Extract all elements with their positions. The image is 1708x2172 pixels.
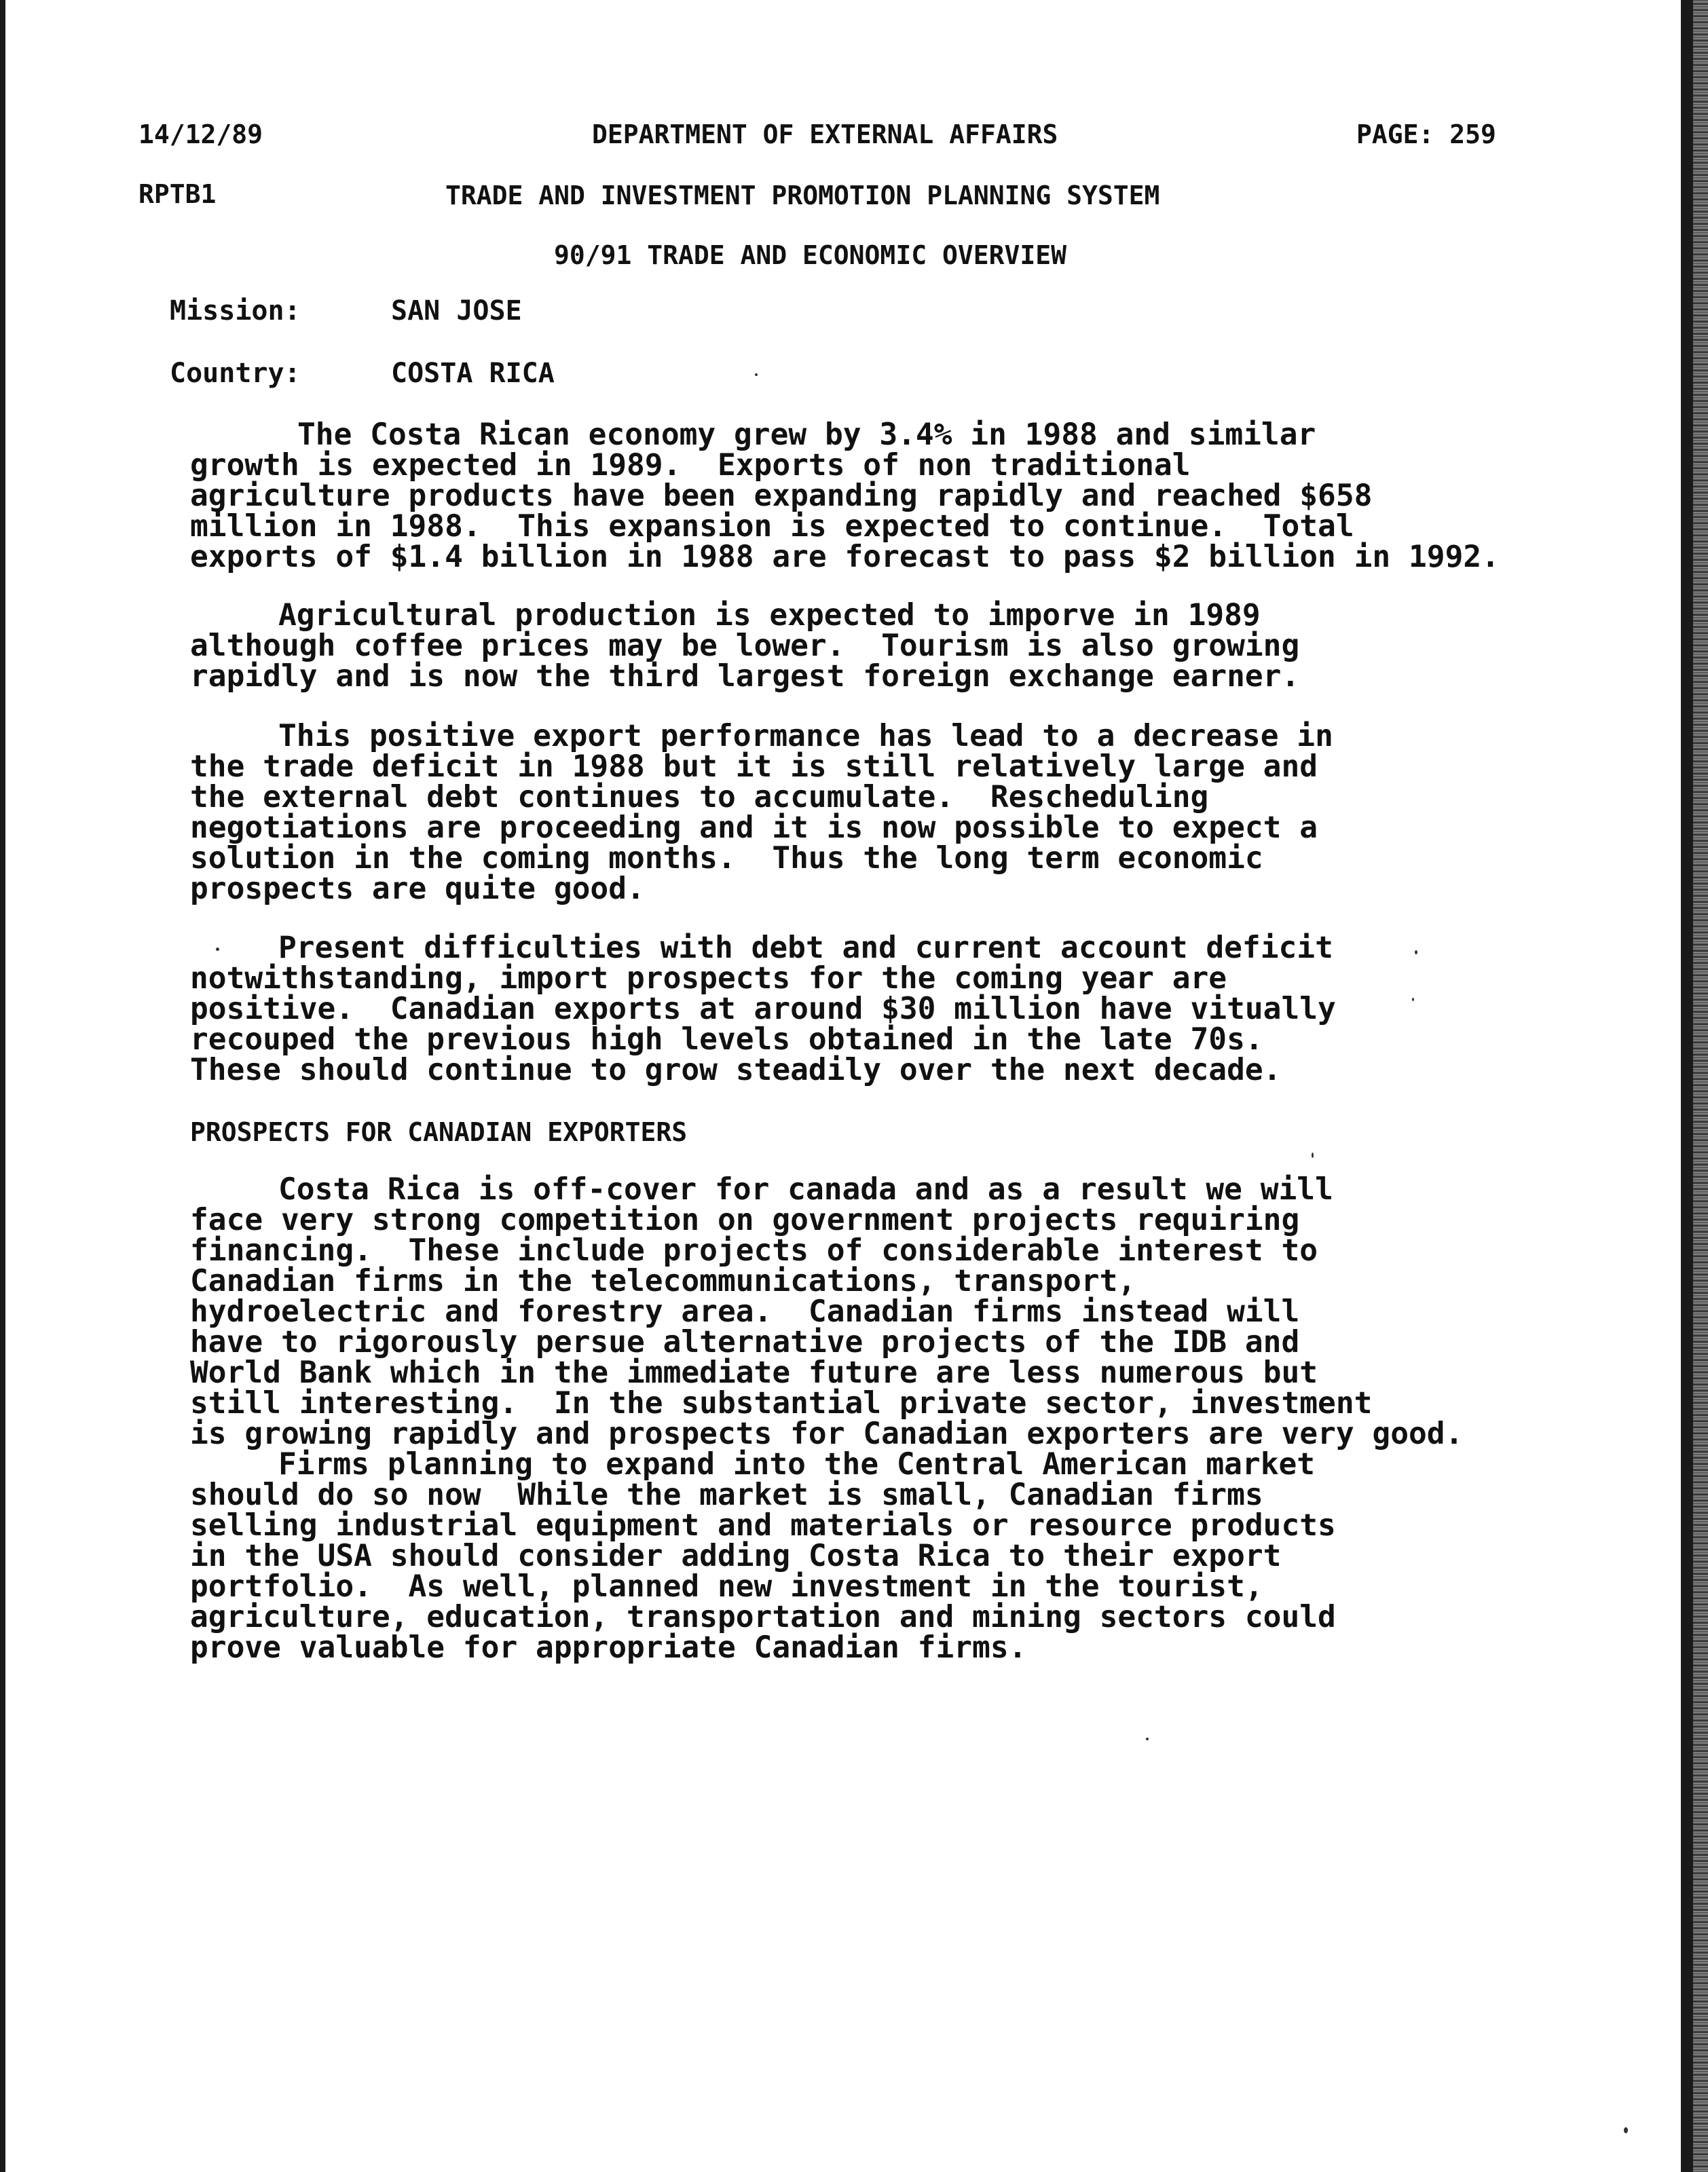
text-line: negotiations are proceeding and it is now possible to expect a <box>190 810 1318 845</box>
department-title: DEPARTMENT OF EXTERNAL AFFAIRS <box>592 119 1058 149</box>
text-line: still interesting. In the substantial private sector, investment <box>190 1386 1373 1421</box>
overview-title: 90/91 TRADE AND ECONOMIC OVERVIEW <box>554 240 1066 270</box>
system-title: TRADE AND INVESTMENT PROMOTION PLANNING SYSTEM <box>445 181 1160 210</box>
text-line: positive. Canadian exports at around $30 million have vitually <box>190 992 1336 1026</box>
scan-speck <box>1146 1738 1149 1740</box>
text-line: million in 1988. This expansion is expected to continue. Total <box>190 509 1354 544</box>
scan-speck <box>755 373 758 376</box>
scan-border-left <box>0 0 5 2172</box>
text-line: financing. These include projects of considerable interest to <box>190 1233 1318 1268</box>
text-line: solution in the coming months. Thus the long term economic <box>190 841 1263 876</box>
text-line: The Costa Rican economy grew by 3.4% in 1988 and similar <box>297 417 1316 452</box>
text-line: selling industrial equipment and materials or resource products <box>190 1508 1336 1543</box>
scan-speck <box>1412 998 1414 1001</box>
text-line: have to rigorously persue alternative projects of the IDB and <box>190 1325 1300 1360</box>
text-line: face very strong competition on government projects requiring <box>190 1203 1300 1237</box>
text-line: Costa Rica is off-cover for canada and as a result we will <box>278 1172 1333 1207</box>
text-line: Firms planning to expand into the Central American market <box>278 1447 1316 1482</box>
scan-speck <box>1415 950 1417 954</box>
text-line: growth is expected in 1989. Exports of non traditional <box>190 448 1191 483</box>
text-line: the trade deficit in 1988 but it is still relatively large and <box>190 749 1318 784</box>
text-line: the external debt continues to accumulate. Rescheduling <box>190 780 1209 814</box>
text-line: This positive export performance has lead to a decrease in <box>278 719 1333 753</box>
text-line: prove valuable for appropriate Canadian firms. <box>190 1630 1027 1665</box>
scan-speck <box>216 948 219 951</box>
country-label: Country: <box>170 358 301 389</box>
text-line: These should continue to grow steadily over the next decade. <box>190 1053 1282 1087</box>
text-line: agriculture products have been expanding rapidly and reached $658 <box>190 479 1373 513</box>
mission-value: SAN JOSE <box>391 295 522 326</box>
text-line: Present difficulties with debt and current account deficit <box>278 931 1333 965</box>
text-line: recouped the previous high levels obtained in the late 70s. <box>190 1022 1263 1057</box>
text-line: should do so now While the market is small, Canadian firms <box>190 1478 1263 1512</box>
paragraph-prospects <box>190 1174 1548 1663</box>
scan-speck <box>1624 2127 1628 2133</box>
mission-label: Mission: <box>170 295 301 326</box>
text-line: Agricultural production is expected to imporve in 1989 <box>278 598 1261 633</box>
text-line: rapidly and is now the third largest foreign exchange earner. <box>190 659 1300 694</box>
section-heading: PROSPECTS FOR CANADIAN EXPORTERS <box>190 1117 688 1147</box>
report-code: RPTB1 <box>138 179 217 209</box>
text-line: notwithstanding, import prospects for the coming year are <box>190 961 1227 996</box>
paragraph-trade-deficit <box>190 721 1548 904</box>
text-line: agriculture, education, transportation and mining sectors could <box>190 1600 1336 1634</box>
scan-border-right-noise <box>1693 0 1708 2172</box>
text-line: although coffee prices may be lower. Tourism is also growing <box>190 629 1300 663</box>
text-line: exports of $1.4 billion in 1988 are forecast to pass $2 billion in 1992. <box>190 540 1500 574</box>
paragraph-agriculture <box>190 600 1548 692</box>
scan-border-right <box>1681 0 1693 2172</box>
page-number: PAGE: 259 <box>1356 119 1496 149</box>
text-line: World Bank which in the immediate future are less numerous but <box>190 1355 1318 1390</box>
text-line: hydroelectric and forestry area. Canadian firms instead will <box>190 1294 1300 1329</box>
text-line: prospects are quite good. <box>190 872 645 906</box>
text-line: is growing rapidly and prospects for Canadian exporters are very good. <box>190 1417 1464 1451</box>
scan-speck <box>1312 1153 1314 1158</box>
paragraph-import-prospects <box>190 933 1548 1085</box>
text-line: Canadian firms in the telecommunications, transport, <box>190 1264 1136 1298</box>
text-line: in the USA should consider adding Costa Rica to their export <box>190 1539 1282 1573</box>
report-date: 14/12/89 <box>138 119 263 149</box>
country-value: COSTA RICA <box>391 358 555 389</box>
paragraph-economy <box>190 419 1548 572</box>
text-line: portfolio. As well, planned new investment in the tourist, <box>190 1569 1263 1604</box>
